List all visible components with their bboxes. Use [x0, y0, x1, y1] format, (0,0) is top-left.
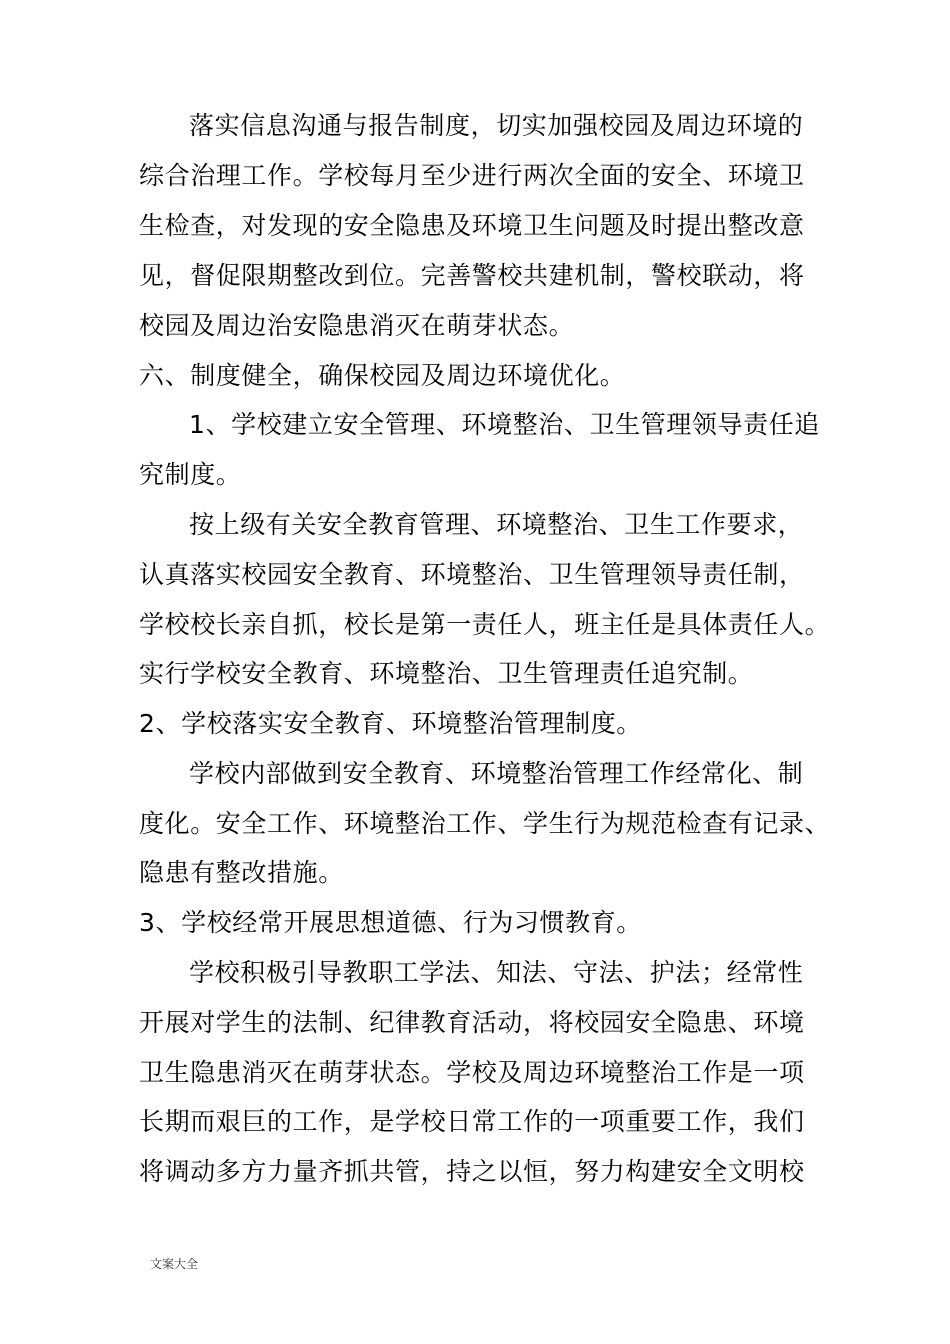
text-line: 长期而艰巨的工作，是学校日常工作的一项重要工作，我们 [139, 1107, 805, 1136]
text-line: 实行学校安全教育、环境整治、卫生管理责任追究制。 [139, 659, 754, 688]
text-line: 落实信息沟通与报告制度，切实加强校园及周边环境的 [189, 111, 804, 140]
text-line: 1、学校建立安全管理、环境整治、卫生管理领导责任追 [189, 410, 820, 439]
text-line: 学校内部做到安全教育、环境整治管理工作经常化、制 [189, 759, 804, 788]
text-line: 究制度。 [139, 460, 242, 489]
text-line: 学校校长亲自抓，校长是第一责任人，班主任是具体责任人。 [139, 610, 831, 639]
text-line: 开展对学生的法制、纪律教育活动，将校园安全隐患、环境 [139, 1008, 805, 1037]
text-line: 生检查，对发现的安全隐患及环境卫生问题及时提出整改意 [139, 211, 805, 240]
text-line: 卫生隐患消灭在萌芽状态。学校及周边环境整治工作是一项 [139, 1058, 805, 1087]
subsection-heading: 3、学校经常开展思想道德、行为习惯教育。 [139, 908, 642, 937]
text-line: 综合治理工作。学校每月至少进行两次全面的安全、环境卫 [139, 161, 805, 190]
text-line: 隐患有整改措施。 [139, 858, 344, 887]
text-line: 学校积极引导教职工学法、知法、守法、护法；经常性 [189, 958, 804, 987]
subsection-heading: 2、学校落实安全教育、环境整治管理制度。 [139, 709, 642, 738]
text-line: 见，督促限期整改到位。完善警校共建机制，警校联动，将 [139, 261, 805, 290]
text-line: 度化。安全工作、环境整治工作、学生行为规范检查有记录、 [139, 809, 831, 838]
text-line: 校园及周边治安隐患消灭在萌芽状态。 [139, 311, 575, 340]
page-footer: 文案大全 [150, 1257, 199, 1271]
text-line: 将调动多方力量齐抓共管，持之以恒，努力构建安全文明校 [139, 1157, 805, 1186]
section-heading: 六、制度健全，确保校园及周边环境优化。 [139, 361, 626, 390]
text-line: 按上级有关安全教育管理、环境整治、卫生工作要求， [189, 510, 804, 539]
text-line: 认真落实校园安全教育、环境整治、卫生管理领导责任制， [139, 560, 805, 589]
